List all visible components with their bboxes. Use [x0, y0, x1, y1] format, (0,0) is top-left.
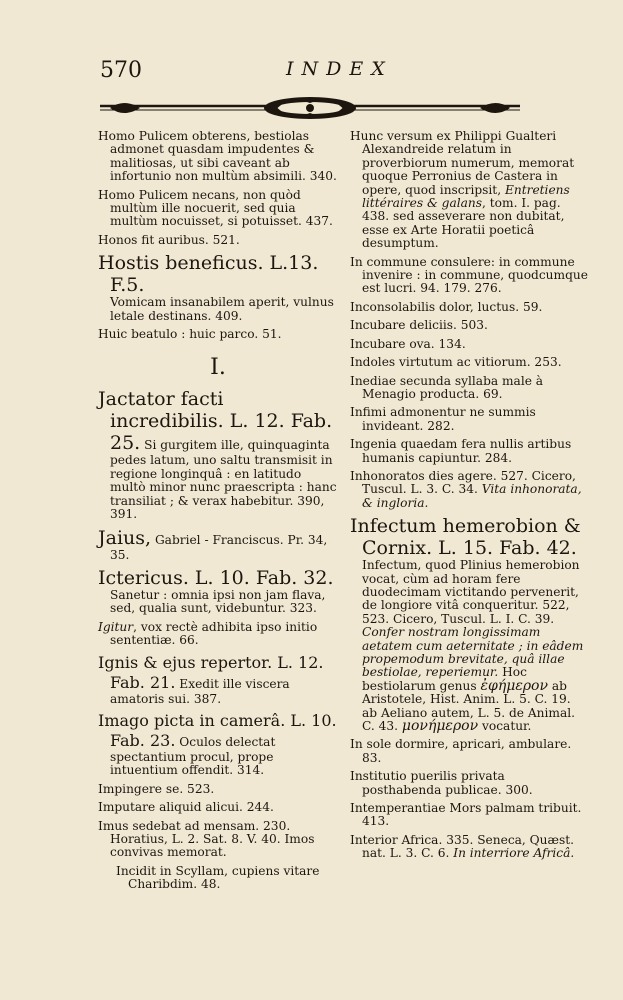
ornament-rule [100, 92, 520, 126]
entry-heading: Infectum hemerobion & Cornix. L. 15. Fab. 42. [350, 515, 581, 560]
entry-text: Inhonoratos dies agere. 527. Cicero, Tuscul. L. 3. C. 34. [350, 468, 576, 497]
index-entry-imago [98, 711, 338, 778]
index-entry-jactator [98, 388, 338, 521]
running-head: INDEX [286, 58, 393, 80]
entry-text: Vomicam insanabilem aperit, vulnus letale destinans. 409. [110, 295, 334, 323]
entry-heading: Jaius, [98, 526, 152, 549]
index-entry-igitur [98, 621, 338, 648]
index-entry: Institutio puerilis privata posthabenda publicae. 300. [350, 769, 533, 797]
entry-text: Si gurgitem ille, quinquaginta pedes latum, uno saltu transmisit in regione longinquâ : en latitudo multò minor nunc praescripta : hanc transiliat ; & verax habebitur. 390, 391. [110, 438, 337, 522]
entry-text: Gabriel - Franciscus. Pr. 34, 35. [110, 532, 328, 562]
entry-word: Igitur [98, 619, 134, 634]
index-entry-infectum [350, 515, 588, 733]
entry-text: Infectum, quod Plinius hemerobion vocat, cùm ad horam fere duodecimam victitando pervenerit, de longiore vitâ conqueritur. 522, 523. Cicero, Tuscul. L. I. C. 39. [362, 558, 580, 626]
entry-text: Hoc bestiolarum genus [362, 665, 527, 693]
index-entry: Inconsolabilis dolor, luctus. 59. [350, 299, 543, 314]
entry-heading: Ignis & ejus repertor. L. 12. Fab. 21. [98, 652, 324, 692]
entry-heading: Ictericus. L. 10. Fab. 32. [98, 566, 334, 589]
index-entry-interior [350, 834, 588, 861]
entry-text: vocatur. [478, 719, 532, 734]
entry-heading: Jactator facti incredibilis. L. 12. Fab. 25. [98, 388, 333, 455]
index-entry: Incidit in Scyllam, cupiens vitare Charibdim. 48. [116, 863, 320, 892]
index-entry [350, 130, 588, 251]
entry-text: Oculos delectat spectantium procul, prope intuentium offendit. 314. [110, 734, 276, 778]
letter-heading: I. [210, 355, 226, 381]
entry-italic: In interriore Africâ. [453, 846, 575, 861]
index-entry [350, 470, 588, 510]
entry-heading: Hostis beneficus. L.13. F.5. [98, 252, 319, 297]
index-entry: Imputare aliquid alicui. 244. [98, 800, 274, 815]
left-column [98, 130, 338, 897]
index-entry: In sole dormire, apricari, ambulare. 83. [350, 737, 572, 765]
entry-text: Exedit ille viscera amatoris sui. 387. [110, 676, 290, 706]
entry-text: ab Aristotele, Hist. Anim. L. 5. C. 19. ab Aeliano autem, L. 5. de Animal. C. 43. [362, 678, 575, 734]
index-entry: Infimi admonentur ne summis invideant. 282. [350, 405, 536, 433]
index-entry: In commune consulere: in commune invenire : in commune, quodcumque est lucri. 94. 179. 276. [350, 254, 588, 296]
index-entry-jaius [98, 527, 338, 562]
right-column [350, 130, 588, 866]
entry-italic: Entretiens littéraires & galans [362, 182, 570, 211]
index-entry: Indoles virtutum ac vitiorum. 253. [350, 355, 562, 370]
index-entry: Imus sedebat ad mensam. 230. Horatius, L. 2. Sat. 8. V. 40. Imos convivas memorat. [98, 818, 315, 860]
entry-text: , vox rectè adhibita ipso initio sententiæ. 66. [110, 619, 318, 648]
entry-italic: Vita inhonorata, & ingloria. [362, 482, 582, 510]
entry-text: Interior Africa. 335. Seneca, Quæst. nat. L. 3. C. 6. [350, 832, 574, 861]
entry-text: Hunc versum ex Philippi Gualteri Alexandreide relatum in proverbiorum numerum, memorat quoque Perronius de Castera in opere, quod inscripsit, [350, 129, 575, 197]
index-entry-ictericus [98, 567, 338, 616]
greek-word: ἐφήμερον [480, 677, 548, 694]
entry-text: , tom. I. pag. 438. sed asseverare non dubitat, esse ex Arte Horatii poeticâ desumptum. [362, 196, 565, 251]
index-entry: Inediae secunda syllaba male à Menagio producta. 69. [350, 373, 544, 401]
index-entry: Ingenia quaedam fera nullis artibus humanis capiuntur. 284. [350, 437, 572, 465]
index-entry: Honos fit auribus. 521. [98, 232, 240, 247]
index-entry: Homo Pulicem obterens, bestiolas admonet quasdam impudentes & malitiosas, ut sibi caveant ab infortunio non multùm absimili. 340. [98, 129, 337, 184]
index-entry: Incubare ova. 134. [350, 336, 466, 351]
greek-word: μονήμερον [401, 718, 479, 735]
index-entry: Huic beatulo : huic parco. 51. [98, 327, 282, 342]
entry-text: Sanetur : omnia ipsi non jam flava, sed, qualia sunt, videbuntur. 323. [110, 587, 326, 616]
page-number: 570 [100, 58, 142, 83]
index-entry-ignis [98, 653, 338, 706]
entry-heading: Imago picta in camerâ. L. 10. Fab. 23. [98, 710, 337, 750]
index-entry-hostis [98, 252, 338, 323]
index-entry: Impingere se. 523. [98, 781, 215, 796]
index-entry: Homo Pulicem necans, non quòd multùm ille nocuerit, sed quia multùm nocuisset, si potuisset. 437. [98, 187, 333, 229]
index-entry: Incubare deliciis. 503. [350, 318, 488, 333]
index-entry: Intemperantiae Mors palmam tribuit. 413. [350, 801, 582, 829]
entry-italic: Confer nostram longissimam aetatem cum aeternitate ; in eâdem propemodum brevitate, quâ illae bestiolae, reperiemur. [362, 625, 584, 680]
